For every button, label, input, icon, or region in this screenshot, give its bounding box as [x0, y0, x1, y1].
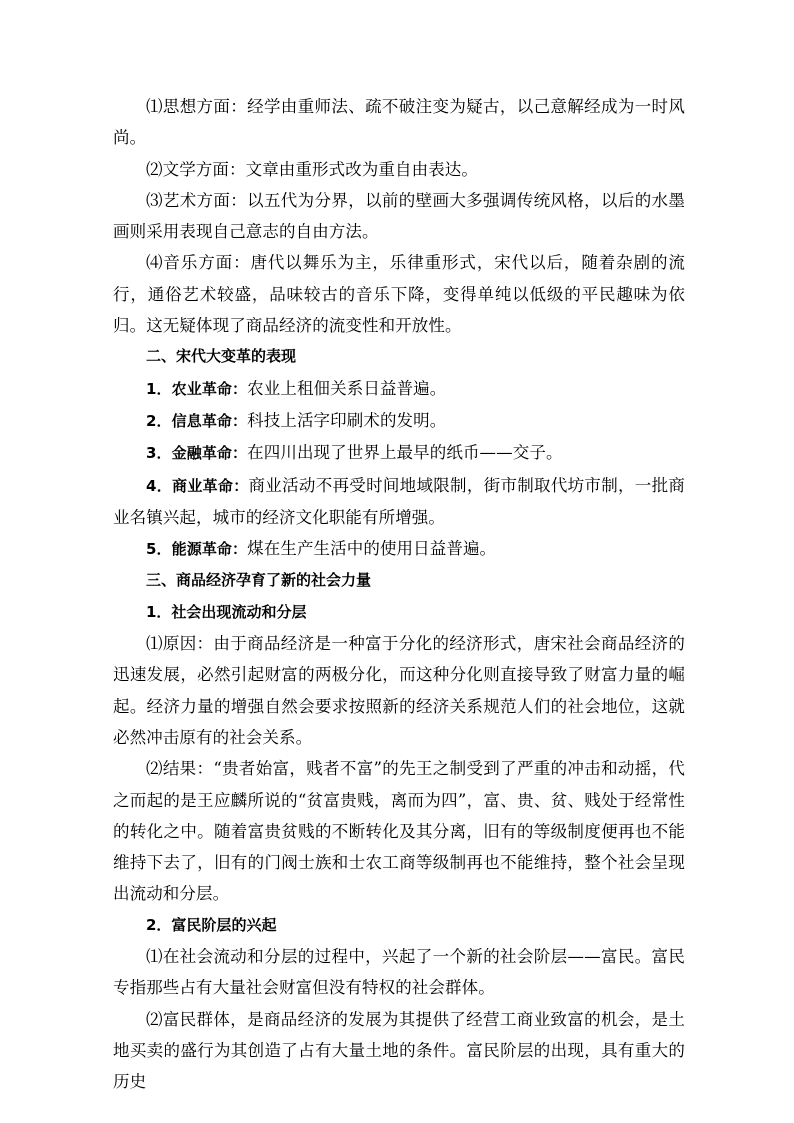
paragraph-art: ⑶艺术方面：以五代为分界，以前的壁画大多强调传统风格，以后的水墨画则采用表现自己意志的自由方法。 [113, 190, 685, 242]
list-item-text: 煤在生产生活中的使用日益普遍。 [247, 539, 497, 559]
paragraph-wealthy-group: ⑵富民群体，是商品经济的发展为其提供了经营工商业致富的机会，是土地买卖的盛行为其创造了占有大量土地的条件。富民阶层的出现，具有重大的历史 [113, 1009, 685, 1092]
list-item-label: 2．信息革命： [146, 411, 248, 430]
paragraph-thought: ⑴思想方面：经学由重师法、疏不破注变为疑古，以己意解经成为一时风尚。 [113, 97, 685, 148]
section-heading-2: 二、宋代大变革的表现 [146, 347, 297, 366]
list-item-label: 1．农业革命： [146, 379, 248, 398]
paragraph-literature: ⑵文学方面：文章由重形式改为重自由表达。 [146, 159, 478, 179]
list-item-agriculture [113, 373, 685, 405]
list-item-label: 5．能源革命： [146, 540, 248, 559]
list-item-energy [113, 533, 685, 565]
list-item-commerce [113, 470, 685, 534]
paragraph-result: ⑵结果：“贵者始富，贱者不富”的先王之制受到了严重的冲击和动摇，代之而起的是王应麟所说的“贫富贵贱，离而为四”，富、贵、贫、贱处于经常性的转化之中。随着富贵贫贱的不断转化及其分离，旧有的等级制度便再也不能维持下去了，旧有的门阀士族和士农工商等级制再也不能维持，整个社会呈现出流动和分层。 [113, 759, 685, 904]
paragraph-music: ⑷音乐方面：唐代以舞乐为主，乐律重形式，宋代以后，随着杂剧的流行，通俗艺术较盛，品味较古的音乐下降，变得单纯以低级的平民趣味为依归。这无疑体现了商品经济的流变性和开放性。 [113, 253, 685, 336]
list-item-label: 4．商业革命： [146, 476, 249, 495]
list-item-text: 农业上租佃关系日益普遍。 [247, 378, 447, 398]
list-item-finance [113, 437, 685, 469]
list-item-text: 在四川出现了世界上最早的纸币——交子。 [247, 443, 563, 463]
paragraph-wealthy-definition: ⑴在社会流动和分层的过程中，兴起了一个新的社会阶层——富民。富民专指那些占有大量社会财富但没有特权的社会群体。 [113, 947, 685, 998]
subheading-wealthy-class: 2．富民阶层的兴起 [146, 915, 277, 934]
paragraph-cause: ⑴原因：由于商品经济是一种富于分化的经济形式，唐宋社会商品经济的迅速发展，必然引起财富的两极分化，而这种分化则直接导致了财富力量的崛起。经济力量的增强自然会要求按照新的经济关系规范人们的社会地位，这就必然冲击原有的社会关系。 [113, 634, 685, 747]
section-heading-3: 三、商品经济孕育了新的社会力量 [146, 571, 372, 590]
list-item-text: 科技上活字印刷术的发明。 [247, 410, 447, 430]
list-item-information [113, 405, 685, 437]
subheading-social-mobility: 1．社会出现流动和分层 [146, 602, 307, 621]
document-page [113, 91, 685, 1098]
list-item-text: 商业活动不再受时间地域限制，街市制取代坊市制，一批商业名镇兴起，城市的经济文化职能有所增强。 [113, 475, 685, 527]
list-item-label: 3．金融革命： [146, 444, 248, 463]
